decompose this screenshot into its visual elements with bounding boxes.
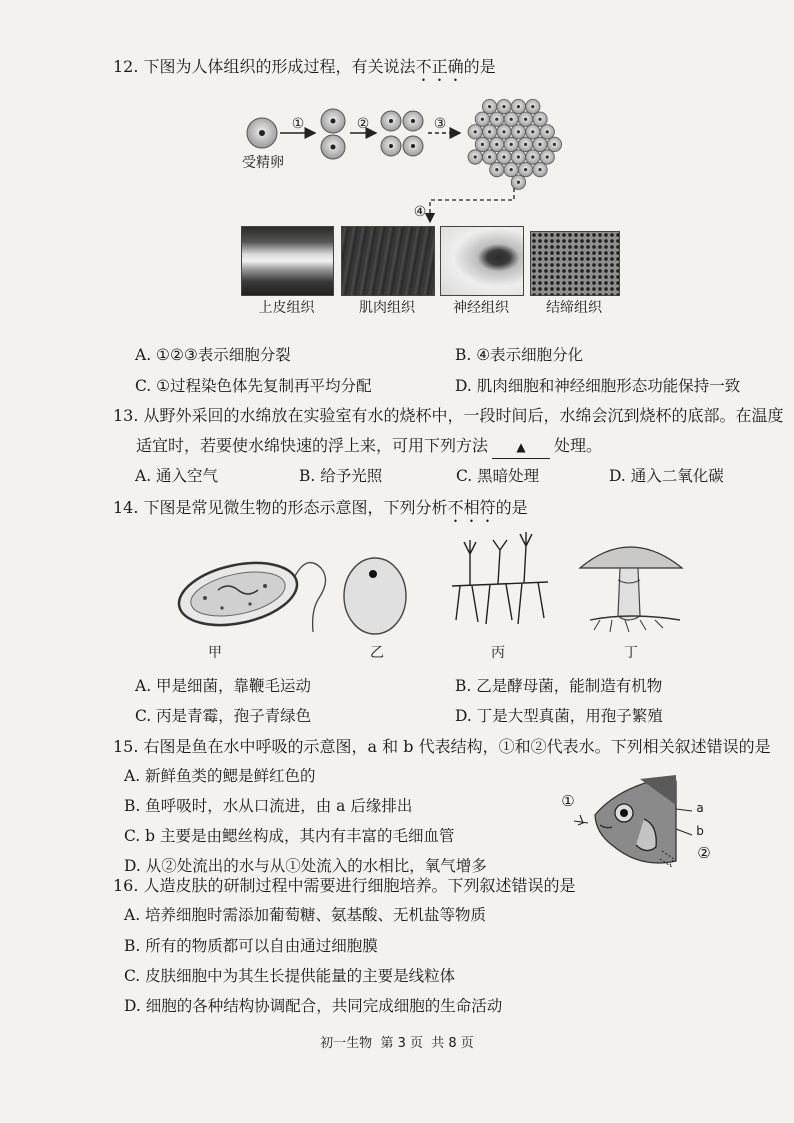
fish-structure-b-label: b xyxy=(696,824,704,838)
q15-option-d: D. 从②处流出的水与从①处流入的水相比，氧气增多 xyxy=(124,857,487,875)
q12-stem-text: 下图为人体组织的形成过程，有关说法 xyxy=(143,57,416,76)
q12-option-c: C. ①过程染色体先复制再平均分配 xyxy=(135,377,372,395)
footer-total-pages: 共 8 页 xyxy=(431,1036,474,1051)
q15-option-c: C. b 主要是由鳃丝构成，其内有丰富的毛细血管 xyxy=(124,827,455,845)
step-3-label: ③ xyxy=(433,116,447,132)
cell-mass-nucleus xyxy=(517,155,520,158)
q14-stem-end: 的是 xyxy=(495,498,528,517)
q13-stem-line2-end: 处理。 xyxy=(554,436,603,455)
nerve-tissue-image xyxy=(440,226,524,296)
q12-emphasis: 不正确 xyxy=(415,57,464,76)
cell-mass xyxy=(468,99,562,189)
mushroom-drawing xyxy=(580,547,682,632)
q16-stem: 16. 人造皮肤的研制过程中需要进行细胞培养。下列叙述错误的是 xyxy=(113,876,576,895)
q15-option-a: A. 新鲜鱼类的鳃是鲜红色的 xyxy=(124,767,316,785)
cell-mass-nucleus xyxy=(481,143,484,146)
cell-mass-nucleus xyxy=(538,168,541,171)
q14-emphasis: 不相符 xyxy=(447,498,496,517)
microbe-label-ding: 丁 xyxy=(624,645,638,661)
cell-mass-nucleus xyxy=(553,143,556,146)
cell-mass-nucleus xyxy=(510,118,513,121)
cell-mass-nucleus xyxy=(481,118,484,121)
q16-option-d: D. 细胞的各种结构协调配合，共同完成细胞的生命活动 xyxy=(124,997,503,1015)
cell-mass-nucleus xyxy=(524,118,527,121)
cell-mass-nucleus xyxy=(510,143,513,146)
cell-mass-nucleus xyxy=(524,168,527,171)
step-1-label: ① xyxy=(291,116,305,132)
step-4-label: ④ xyxy=(413,204,427,220)
fish-head-drawing xyxy=(574,775,692,867)
q14-option-a: A. 甲是细菌，靠鞭毛运动 xyxy=(135,677,312,695)
q14-stem-text: 下图是常见微生物的形态示意图，下列分析 xyxy=(143,498,448,517)
cell-mass-nucleus xyxy=(488,155,491,158)
page-footer xyxy=(0,1032,794,1051)
q12-option-b: B. ④表示细胞分化 xyxy=(455,346,584,364)
q14-option-d: D. 丁是大型真菌，用孢子繁殖 xyxy=(455,707,663,725)
cell-mass-nucleus xyxy=(538,143,541,146)
cell-mass-nucleus xyxy=(524,143,527,146)
q16-option-a: A. 培养细胞时需添加葡萄糖、氨基酸、无机盐等物质 xyxy=(124,906,487,924)
penicillium-drawing xyxy=(452,532,548,624)
q13-option-b: B. 给予光照 xyxy=(299,467,383,485)
cell-mass-nucleus xyxy=(502,155,505,158)
q12-option-d: D. 肌肉细胞和神经细胞形态功能保持一致 xyxy=(455,377,741,395)
arrow-4 xyxy=(430,188,514,222)
q13-stem-line1: 13. 从野外采回的水绵放在实验室有水的烧杯中，一段时间后，水绵会沉到烧杯的底部。在温度 xyxy=(113,406,784,425)
cell-mass-nucleus xyxy=(517,181,520,184)
q13-stem-line2-text: 适宜时，若要使水绵快速的浮上来，可用下列方法 xyxy=(136,436,489,455)
tissue-label-muscle: 肌肉组织 xyxy=(359,300,415,316)
q12-option-a: A. ①②③表示细胞分裂 xyxy=(135,346,291,364)
q15-stem: 15. 右图是鱼在水中呼吸的示意图，a 和 b 代表结构，①和②代表水。下列相关叙述错误的是 xyxy=(113,737,771,756)
q13-stem-line2 xyxy=(136,435,602,459)
q13-option-d: D. 通入二氧化碳 xyxy=(609,467,724,485)
connective-tissue-image xyxy=(530,231,620,296)
q13-option-c: C. 黑暗处理 xyxy=(456,467,540,485)
fertilized-egg-cell xyxy=(247,118,277,148)
cell-mass-nucleus xyxy=(517,105,520,108)
cell-mass-nucleus xyxy=(531,130,534,133)
cell-mass-nucleus xyxy=(502,105,505,108)
cell-mass-nucleus xyxy=(531,105,534,108)
cell-mass-nucleus xyxy=(546,155,549,158)
fish-water-in-label: ① xyxy=(561,792,575,810)
fertilized-egg-label: 受精卵 xyxy=(242,155,284,171)
bacterium-drawing xyxy=(173,553,325,635)
q12-stem-end: 的是 xyxy=(463,57,496,76)
q14-number: 14. xyxy=(113,498,139,517)
cell-mass-nucleus xyxy=(474,130,477,133)
q16-option-c: C. 皮肤细胞中为其生长提供能量的主要是线粒体 xyxy=(124,967,456,985)
q14-option-b: B. 乙是酵母菌，能制造有机物 xyxy=(455,677,663,695)
two-cell-stage xyxy=(321,109,345,159)
microbe-label-yi: 乙 xyxy=(370,645,384,661)
q12-number: 12. xyxy=(113,57,139,76)
tissue-label-nerve: 神经组织 xyxy=(453,300,509,316)
answer-blank: ▲ xyxy=(492,436,550,459)
q15-fish-figure xyxy=(0,765,794,885)
fish-water-out-label: ② xyxy=(697,844,711,862)
footer-subject: 初一生物 xyxy=(320,1036,373,1051)
microbe-label-bing: 丙 xyxy=(491,645,505,661)
cell-mass-nucleus xyxy=(546,130,549,133)
muscle-tissue-image xyxy=(341,226,435,296)
yeast-drawing xyxy=(344,558,406,634)
q13-option-a: A. 通入空气 xyxy=(135,467,219,485)
q16-option-b: B. 所有的物质都可以自由通过细胞膜 xyxy=(124,937,378,955)
q14-microbe-figure xyxy=(0,520,794,670)
cell-mass-nucleus xyxy=(538,118,541,121)
cell-mass-nucleus xyxy=(488,105,491,108)
tissue-label-connective: 结缔组织 xyxy=(546,300,602,316)
footer-page-number: 第 3 页 xyxy=(380,1036,423,1051)
tissue-label-epithelial: 上皮组织 xyxy=(258,300,315,316)
epithelial-tissue-image xyxy=(241,226,334,296)
cell-mass-nucleus xyxy=(488,130,491,133)
fish-structure-a-label: a xyxy=(696,801,704,815)
q14-option-c: C. 丙是青霉，孢子青绿色 xyxy=(135,707,312,725)
cell-mass-nucleus xyxy=(495,168,498,171)
cell-mass-nucleus xyxy=(495,143,498,146)
step-2-label: ② xyxy=(356,116,370,132)
cell-mass-nucleus xyxy=(510,168,513,171)
microbe-label-jia: 甲 xyxy=(208,645,222,661)
four-cell-stage xyxy=(381,111,423,156)
q15-option-b: B. 鱼呼吸时，水从口流进，由 a 后缘排出 xyxy=(124,797,413,815)
cell-mass-nucleus xyxy=(495,118,498,121)
cell-mass-nucleus xyxy=(474,155,477,158)
cell-mass-nucleus xyxy=(517,130,520,133)
cell-mass-nucleus xyxy=(502,130,505,133)
cell-mass-nucleus xyxy=(531,155,534,158)
